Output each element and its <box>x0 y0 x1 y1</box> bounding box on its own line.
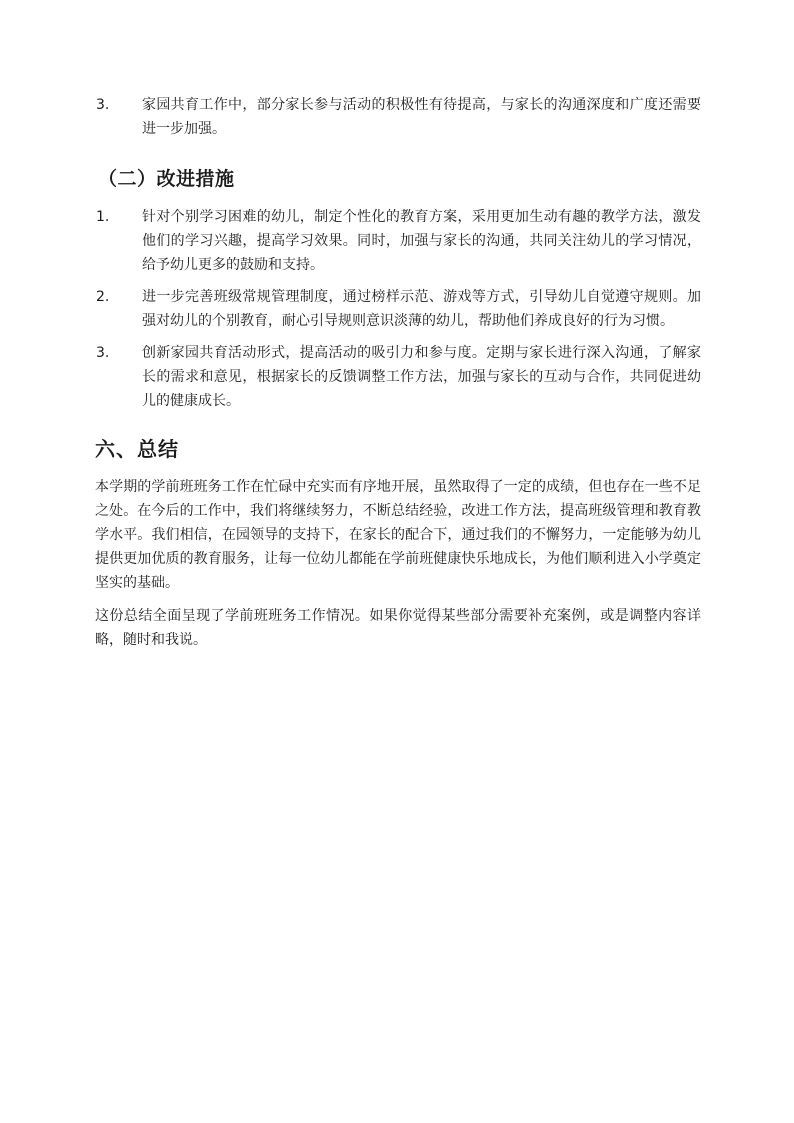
section-heading-improvements: （二）改进措施 <box>98 168 235 190</box>
list-number: 3. <box>96 97 110 113</box>
list-text: 针对个别学习困难的幼儿，制定个性化的教育方案，采用更加生动有趣的教学方法，激发他们的学习兴趣，提高学习效果。同时，加强与家长的沟通，共同关注幼儿的学习情况，给予幼儿更多的鼓励和支持。 <box>142 209 701 273</box>
list-text: 进一步完善班级常规管理制度，通过榜样示范、游戏等方式，引导幼儿自觉遵守规则。加强对幼儿的个别教育，耐心引导规则意识淡薄的幼儿，帮助他们养成良好的行为习惯。 <box>142 289 701 329</box>
section-heading-summary: 六、总结 <box>95 437 179 461</box>
list-text: 家园共育工作中，部分家长参与活动的积极性有待提高，与家长的沟通深度和广度还需要进一步加强。 <box>142 97 701 137</box>
closing-note: 这份总结全面呈现了学前班班务工作情况。如果你觉得某些部分需要补充案例，或是调整内容详略，随时和我说。 <box>95 608 701 648</box>
list-number: 2. <box>96 289 110 305</box>
document-content <box>95 93 701 661</box>
list-item <box>95 285 701 333</box>
summary-paragraph: 本学期的学前班班务工作在忙碌中充实而有序地开展，虽然取得了一定的成绩，但也存在一些不足之处。在今后的工作中，我们将继续努力，不断总结经验，改进工作方法，提高班级管理和教育教学水平。我们相信，在园领导的支持下，在家长的配合下，通过我们的不懈努力，一定能够为幼儿提供更加优质的教育服务，让每一位幼儿都能在学前班健康快乐地成长，为他们顺利进入小学奠定坚实的基础。 <box>95 479 701 591</box>
list-text: 创新家园共育活动形式，提高活动的吸引力和参与度。定期与家长进行深入沟通，了解家长的需求和意见，根据家长的反馈调整工作方法，加强与家长的互动与合作，共同促进幼儿的健康成长。 <box>142 345 701 409</box>
list-item <box>95 205 701 277</box>
list-number: 1. <box>96 209 110 225</box>
list-item <box>95 341 701 413</box>
list-number: 3. <box>96 345 110 361</box>
list-item <box>95 93 701 141</box>
